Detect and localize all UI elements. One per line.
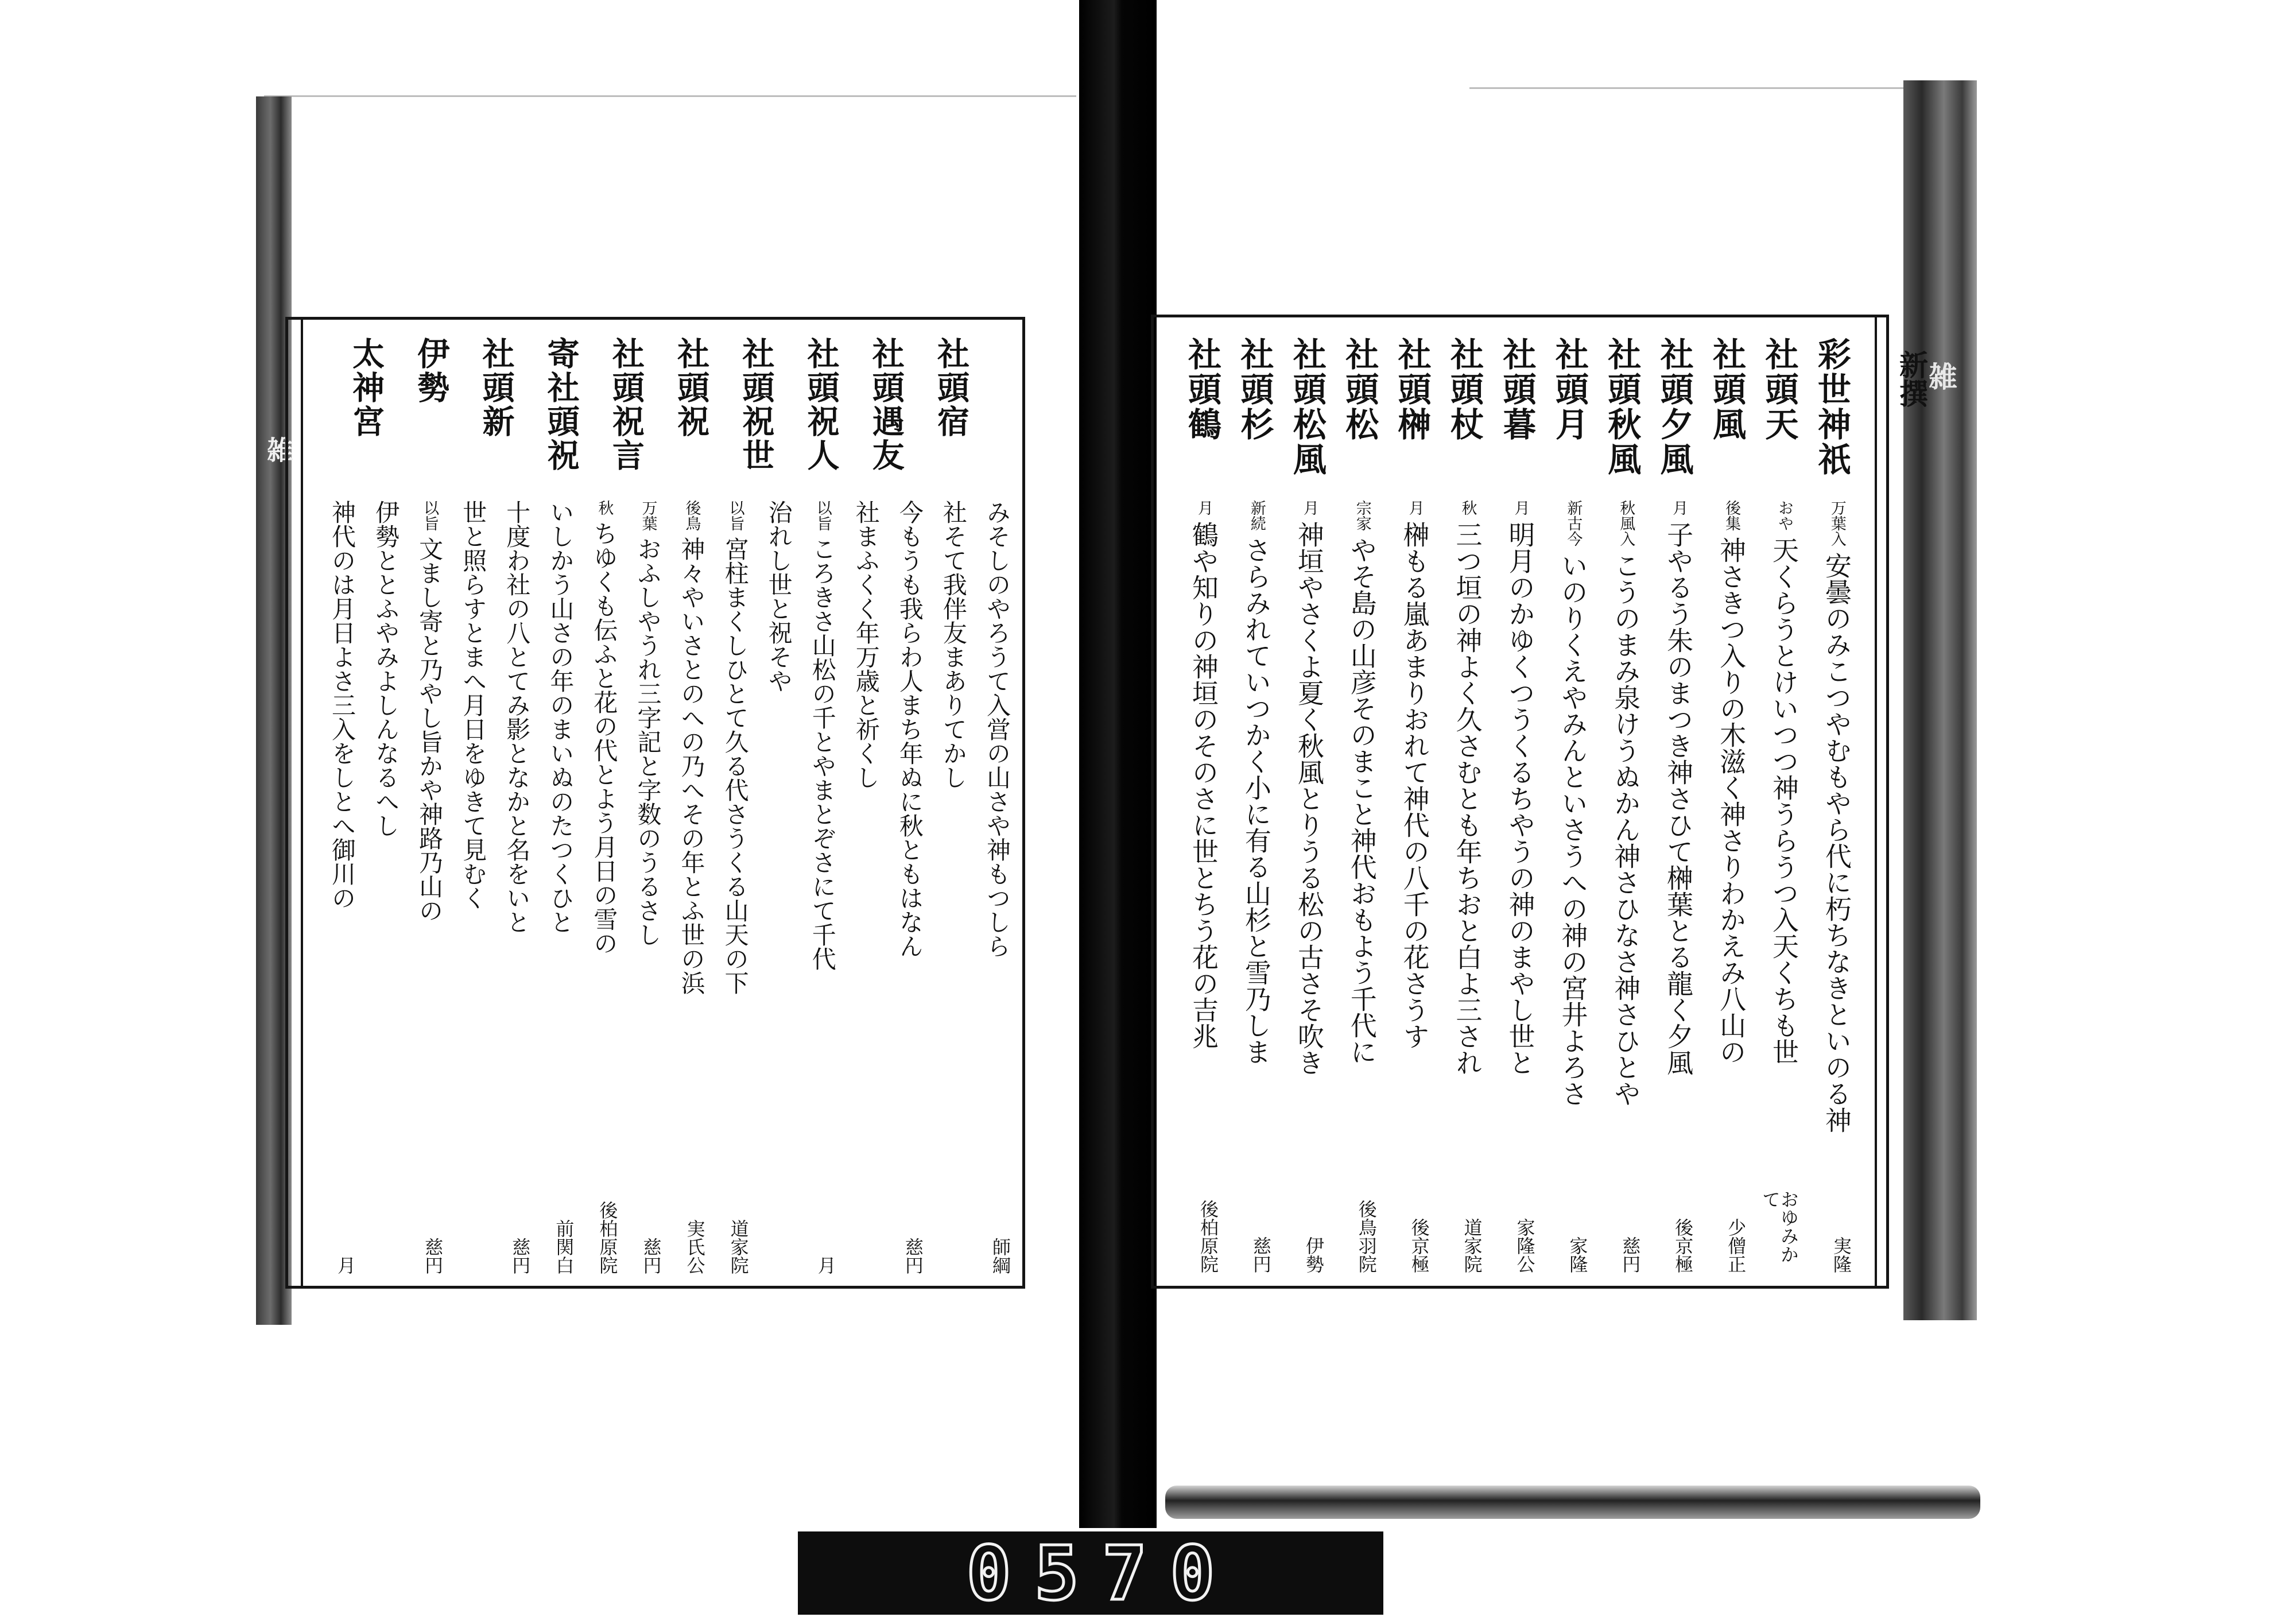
poem-column: [719, 500, 748, 1274]
poem-author: 慈円: [422, 1238, 444, 1274]
poem-author: 後京極: [1672, 1218, 1694, 1273]
poem-body: [1660, 500, 1692, 1187]
poem-column: [1185, 500, 1217, 1273]
poem-author: 少僧正: [1725, 1218, 1747, 1273]
poem-column: [631, 500, 660, 1274]
poem-column: [413, 500, 442, 1274]
poem-source-note: 新続: [1247, 500, 1266, 531]
poem-author: 伊勢: [1302, 1236, 1325, 1273]
poem-source-note: 月: [1195, 500, 1213, 515]
poem-body: [370, 500, 401, 1188]
poem-source-note: 秋風入: [1617, 500, 1635, 546]
poem-source-note: おや: [1775, 500, 1793, 531]
topic-heading: 社頭風: [1707, 337, 1747, 442]
topic-heading: 社頭榊: [1392, 337, 1432, 442]
poem-text: さらみれていつかく小に有る山杉と雪乃しま: [1240, 537, 1272, 1065]
topic-heading: 社頭祝言: [607, 337, 645, 472]
poem-author: おゆみかて: [1759, 1190, 1799, 1263]
right-heading-band: [1182, 337, 1851, 498]
poem-text: おふしやうれ三字記と字数のうるさし: [634, 537, 662, 947]
poem-source-note: 後鳥: [682, 500, 701, 531]
topic-heading: 社頭祝: [672, 337, 711, 439]
poem-source-note: 後集: [1723, 500, 1741, 531]
poem-text: いしかう山さの年のまいぬのたつくひと: [546, 500, 575, 934]
poem-author: 後柏原院: [1197, 1200, 1219, 1273]
poem-column: [544, 500, 573, 1274]
poem-body: [1344, 500, 1376, 1187]
poem-body: [1185, 500, 1217, 1187]
topic-heading: 社頭月: [1549, 337, 1589, 442]
poem-author: 慈円: [640, 1238, 662, 1274]
poem-author: 師綱: [989, 1238, 1011, 1274]
poem-text: 社まふくく年万歳と祈くし: [852, 500, 881, 789]
right-poem-band: [1185, 500, 1851, 1273]
poem-text: 明月のかゆくつうくるちやうの神のまやし世と: [1504, 521, 1536, 1076]
poem-text: 伊勢ととふやみよしんなるへし: [372, 500, 401, 837]
poem-source-note: 以旨: [813, 500, 832, 531]
poem-body: [457, 500, 486, 1188]
poem-source-note: 月: [1300, 500, 1318, 515]
poem-author: 実氏公: [684, 1219, 706, 1274]
poem-source-note: 月: [1406, 500, 1424, 515]
poem-column: [326, 500, 355, 1274]
left-page-top-edge: [264, 95, 1076, 97]
right-frame-inner-rule: [1875, 317, 1877, 1286]
left-poem-band: [326, 500, 1010, 1274]
topic-heading: 寄社頭祝: [542, 337, 580, 472]
poem-source-note: 万葉入: [1828, 500, 1846, 546]
stamp-number: 0570: [966, 1529, 1238, 1617]
topic-heading: 社頭天: [1759, 337, 1799, 442]
topic-heading: 彩世神祇: [1812, 337, 1851, 477]
poem-body: [1502, 500, 1534, 1187]
poem-column: [1502, 500, 1534, 1273]
poem-source-note: 月: [1670, 500, 1688, 515]
poem-body: [326, 500, 355, 1188]
poem-body: [1291, 500, 1323, 1187]
poem-author: 月: [335, 1256, 356, 1274]
poem-column: [676, 500, 704, 1274]
poem-author: 家隆: [1566, 1236, 1589, 1273]
topic-heading: 社頭暮: [1497, 337, 1537, 442]
poem-body: [894, 500, 922, 1188]
poem-author: 前関白: [553, 1219, 575, 1274]
poem-text: 神垣やさくよ夏く秋風とりうる松の古さそ吹き: [1293, 521, 1325, 1076]
poem-body: [676, 500, 704, 1188]
poem-author: 後京極: [1408, 1218, 1430, 1273]
poem-body: [850, 500, 879, 1188]
poem-column: [1759, 500, 1799, 1273]
poem-text: 榊もる嵐あまりおれて神代の八千の花さうす: [1399, 521, 1430, 1049]
poem-column: [501, 500, 532, 1274]
topic-heading: 社頭杉: [1235, 337, 1274, 442]
poem-body: [1238, 500, 1270, 1187]
poem-author: 実隆: [1830, 1236, 1852, 1273]
poem-body: [937, 500, 966, 1188]
poem-text: 安曇のみこつやむもやら代に朽ちなきといのる神: [1821, 552, 1852, 1133]
poem-column: [1291, 500, 1323, 1273]
bottom-shadow: [1165, 1486, 1980, 1519]
poem-author: 月: [815, 1256, 837, 1274]
topic-heading: 太神宮: [347, 337, 385, 439]
poem-text: みそしのやろうて入営の山さや神もつしら: [983, 500, 1011, 958]
poem-column: [1344, 500, 1376, 1273]
poem-body: [544, 500, 573, 1188]
poem-author: 後鳥羽院: [1355, 1200, 1378, 1273]
poem-text: 神さきつ入りの木滋く神さりわかえみ八山の: [1716, 537, 1747, 1065]
topic-heading: 社頭祝人: [802, 337, 840, 472]
poem-text: 三つ垣の神よく久さむとも年ちおと白よ三され: [1452, 521, 1483, 1076]
topic-heading: 社頭祝世: [737, 337, 775, 472]
poem-text: 神々やいさとのへの乃へその年とふ世の浜: [677, 537, 706, 995]
topic-heading: 社頭新: [477, 337, 515, 439]
poem-text: ちゆくも伝ふと花の代とよう月日の雪の: [590, 521, 619, 955]
poem-body: [1449, 500, 1481, 1187]
poem-author: 道家院: [727, 1219, 750, 1274]
topic-heading: 社頭夕風: [1654, 337, 1694, 477]
poem-column: [894, 500, 922, 1274]
poem-column: [457, 500, 486, 1274]
poem-author: 慈円: [902, 1238, 924, 1274]
poem-column: [1397, 500, 1429, 1273]
book-spine: [1079, 0, 1157, 1528]
poem-body: [588, 500, 619, 1188]
poem-column: [1818, 500, 1851, 1273]
poem-column: [1660, 500, 1692, 1273]
poem-body: [981, 500, 1010, 1188]
poem-column: [1238, 500, 1270, 1273]
poem-column: [1554, 500, 1587, 1273]
poem-text: こうのまみ泉けうぬかん神さひなさ神さひとや: [1610, 552, 1642, 1107]
poem-column: [806, 500, 835, 1274]
left-page-frame: [285, 317, 1025, 1289]
poem-source-note: 万葉: [639, 500, 657, 531]
topic-heading: 伊勢: [412, 337, 451, 405]
topic-heading: 社頭松風: [1287, 337, 1327, 477]
poem-column: [981, 500, 1010, 1274]
poem-text: 世と照らすとまへ月日をゆきて見むく: [459, 500, 488, 910]
poem-body: [631, 500, 660, 1188]
topic-heading: 社頭遇友: [867, 337, 905, 472]
poem-column: [937, 500, 966, 1274]
right-binding-edge: [1903, 80, 1977, 1320]
poem-body: [1607, 500, 1642, 1187]
poem-source-note: 宗家: [1353, 500, 1371, 531]
poem-column: [1713, 500, 1745, 1273]
right-page-top-edge: [1469, 87, 1906, 89]
poem-text: 治れし世と祝そや: [765, 500, 793, 693]
poem-text: 宮柱まくしひとて久る代さうくる山天の下: [721, 537, 750, 995]
poem-body: [413, 500, 442, 1188]
archive-number-stamp: [798, 1531, 1383, 1615]
left-heading-band: [347, 337, 970, 503]
poem-text: 神代のは月日よさ三入をしとへ御川の: [328, 500, 356, 910]
poem-source-note: 新古今: [1564, 500, 1583, 546]
poem-author: 慈円: [1619, 1236, 1642, 1273]
poem-body: [1713, 500, 1745, 1187]
poem-text: 子やるう朱のまつき神さひて榊葉とる龍く夕風: [1663, 521, 1694, 1076]
poem-source-note: 以旨: [726, 500, 744, 531]
right-margin-label: 新撰: [1895, 350, 1929, 408]
poem-body: [1766, 500, 1798, 1187]
poem-text: いのりくえやみんといさうへの神の宮井よろさ: [1557, 552, 1589, 1107]
poem-body: [1554, 500, 1587, 1187]
poem-source-note: 以旨: [421, 500, 439, 531]
poem-column: [1607, 500, 1642, 1273]
poem-source-note: 秋: [595, 500, 614, 515]
poem-author: 家隆公: [1514, 1218, 1536, 1273]
poem-text: 社そて我伴友まありてかし: [939, 500, 968, 789]
poem-body: [806, 500, 835, 1188]
poem-body: [719, 500, 748, 1188]
poem-text: 天くらうとけいつつ神うらうつ入天くちも世: [1768, 537, 1799, 1065]
poem-body: [1818, 500, 1851, 1187]
topic-heading: 社頭杖: [1445, 337, 1484, 442]
right-strip-label: 雑: [1924, 362, 1958, 390]
topic-heading: 社頭松: [1340, 337, 1379, 442]
poem-column: [763, 500, 792, 1274]
poem-text: やそ島の山彦そのまこと神代おもよう千代に: [1346, 537, 1378, 1065]
poem-column: [370, 500, 401, 1274]
poem-author: 慈円: [1250, 1236, 1272, 1273]
poem-text: 文まし寄と乃やし旨かや神路乃山の: [416, 537, 444, 922]
topic-heading: 社頭宿: [932, 337, 970, 439]
left-frame-inner-rule: [301, 320, 303, 1286]
poem-author: 後柏原院: [596, 1201, 619, 1274]
poem-text: 今もうも我らわ人まち年ぬに秋ともはなん: [895, 500, 924, 958]
topic-heading: 社頭鶴: [1182, 337, 1221, 442]
poem-author: 道家院: [1461, 1218, 1483, 1273]
poem-source-note: 秋: [1459, 500, 1477, 515]
poem-text: 鶴や知りの神垣のそのさに世とちう花の吉兆: [1188, 521, 1219, 1049]
poem-column: [1449, 500, 1481, 1273]
left-strip-label: 雑: [263, 436, 294, 463]
poem-text: ころきさ山松の千とやまとぞさにて千代: [808, 537, 837, 971]
poem-body: [501, 500, 532, 1188]
poem-body: [1397, 500, 1429, 1187]
topic-heading: 社頭秋風: [1602, 337, 1642, 477]
poem-body: [763, 500, 792, 1188]
poem-column: [850, 500, 879, 1274]
poem-author: 慈円: [509, 1238, 532, 1274]
poem-text: 十度わ社の八とてみ影となかと名をいと: [503, 500, 532, 934]
right-page-frame: [1151, 315, 1889, 1289]
poem-column: [588, 500, 619, 1274]
poem-source-note: 月: [1511, 500, 1530, 515]
